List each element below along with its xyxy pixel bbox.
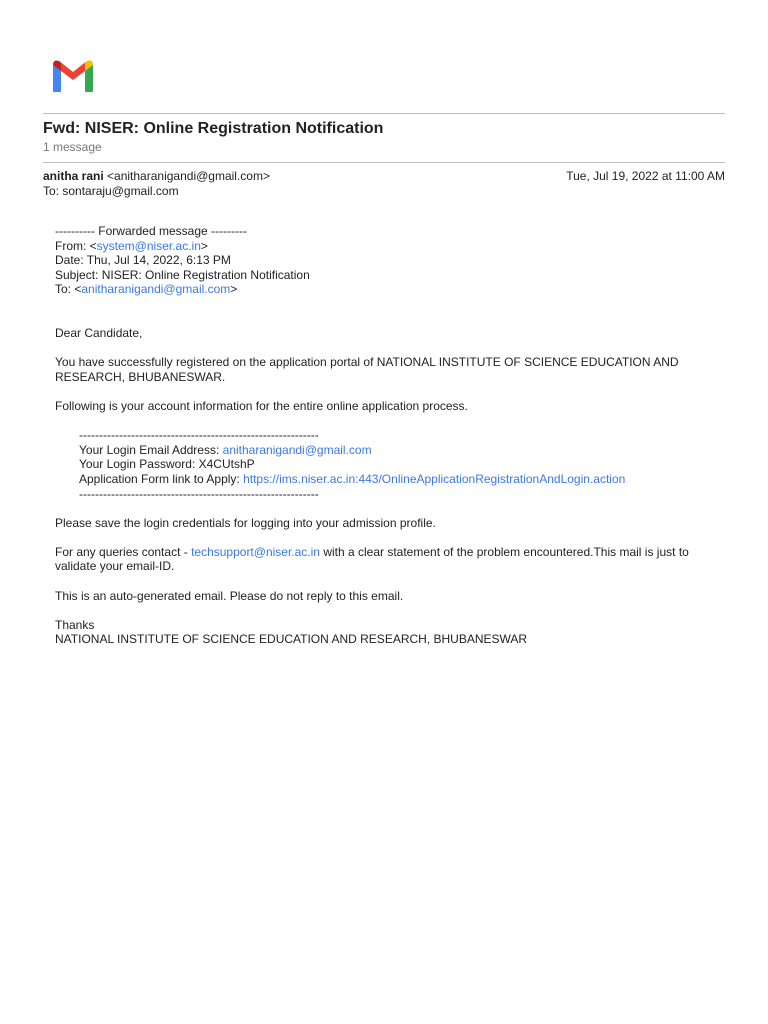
- sender-email: <anitharanigandi@gmail.com>: [107, 169, 270, 183]
- paragraph-auto-generated: This is an auto-generated email. Please do not reply to this email.: [55, 588, 404, 603]
- to-email-link[interactable]: anitharanigandi@gmail.com: [81, 282, 231, 297]
- login-email-line: Your Login Email Address: anitharanigandi@gmail.com: [79, 442, 372, 457]
- recipient-line: To: sontaraju@gmail.com: [43, 184, 179, 198]
- sender-name: anitha rani: [43, 169, 104, 183]
- login-email-link[interactable]: anitharanigandi@gmail.com: [222, 442, 372, 457]
- login-password-line: Your Login Password: X4CUtshP: [79, 457, 255, 472]
- email-body: [55, 224, 725, 647]
- greeting: Dear Candidate,: [55, 325, 143, 340]
- thanks: Thanks: [55, 617, 95, 632]
- paragraph-save-credentials: Please save the login credentials for logging into your admission profile.: [55, 515, 436, 530]
- gmail-logo-icon: [52, 57, 94, 93]
- forwarded-subject: Subject: NISER: Online Registration Notification: [55, 267, 310, 282]
- paragraph-queries: For any queries contact - techsupport@niser.ac.in with a clear statement of the problem encountered.This mail is just to validate your email-ID.: [55, 544, 689, 574]
- sender-line: [43, 169, 270, 183]
- application-form-link[interactable]: https://ims.niser.ac.in:443/OnlineApplicationRegistrationAndLogin.action: [243, 471, 626, 486]
- forwarded-divider: ---------- Forwarded message ---------: [55, 224, 247, 238]
- subject-divider: [43, 162, 725, 163]
- credentials-block: [55, 428, 725, 501]
- paragraph-account-info: Following is your account information for the entire online application process.: [55, 398, 468, 413]
- support-email-link[interactable]: techsupport@niser.ac.in: [191, 544, 320, 559]
- forwarded-to: To: <anitharanigandi@gmail.com>: [55, 282, 238, 297]
- signature: NATIONAL INSTITUTE OF SCIENCE EDUCATION AND RESEARCH, BHUBANESWAR: [55, 632, 528, 647]
- from-email-link[interactable]: system@niser.ac.in: [96, 238, 201, 253]
- dash-divider-top: ------------------------------------------------------------: [79, 428, 319, 443]
- paragraph-registration: You have successfully registered on the application portal of NATIONAL INSTITUTE OF SCIENCE EDUCATION AND RESEARCH, BHUBANESWAR.: [55, 355, 679, 384]
- form-link-line: Application Form link to Apply: https://ims.niser.ac.in:443/OnlineApplicationRegistrationAndLogin.action: [79, 471, 626, 486]
- dash-divider-bottom: ------------------------------------------------------------: [79, 486, 319, 501]
- email-date: Tue, Jul 19, 2022 at 11:00 AM: [566, 169, 725, 183]
- forwarded-date: Date: Thu, Jul 14, 2022, 6:13 PM: [55, 253, 231, 268]
- header-divider: [43, 113, 725, 114]
- forwarded-from: From: <system@niser.ac.in>: [55, 238, 208, 253]
- email-subject: Fwd: NISER: Online Registration Notification: [43, 120, 384, 137]
- message-count: 1 message: [43, 140, 102, 154]
